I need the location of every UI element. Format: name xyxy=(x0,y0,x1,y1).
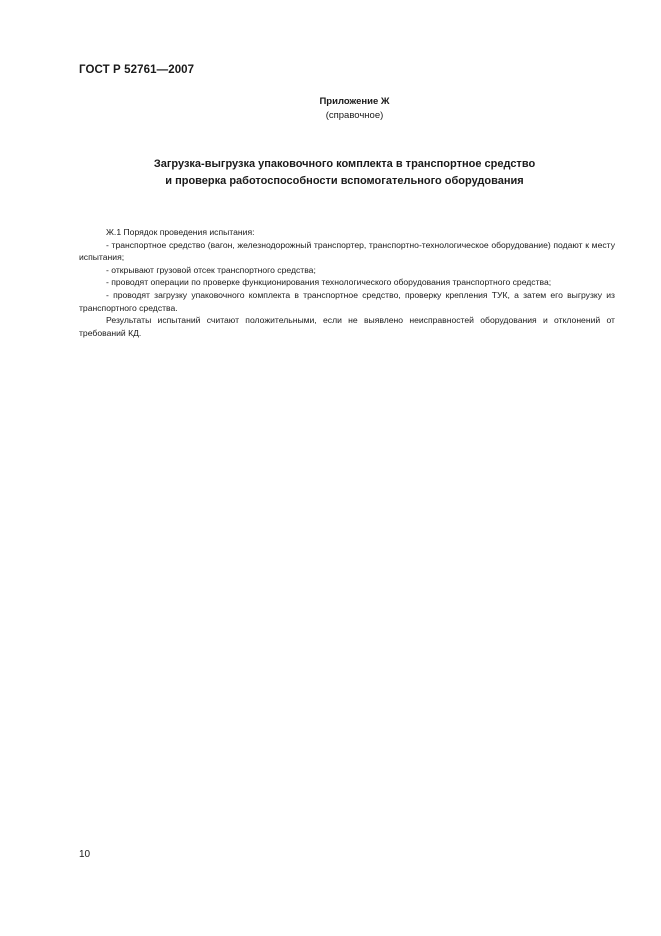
paragraph-step-open: - открывают грузовой отсек транспортного средства; xyxy=(106,264,316,275)
paragraph-results: Результаты испытаний считают положительными, если не выявлено неисправностей оборудования и отклонений от требований КД. xyxy=(79,315,615,338)
heading-line-1: Загрузка-выгрузка упаковочного комплекта в транспортное средство xyxy=(153,158,536,170)
page-number: 10 xyxy=(79,849,91,860)
paragraph-procedure-title: Ж.1 Порядок проведения испытания: xyxy=(106,227,255,237)
heading-line-2: и проверка работоспособности вспомогательного оборудования xyxy=(165,175,524,187)
document-code: ГОСТ Р 52761—2007 xyxy=(79,64,195,76)
paragraph-step-check: - проводят операции по проверке функционирования технологического оборудования транспортного средства; xyxy=(106,277,552,288)
section-heading xyxy=(0,156,661,190)
appendix-title: Приложение Ж xyxy=(319,96,390,107)
paragraph-step-delivery: - транспортное средство (вагон, железнодорожный транспортер, транспортно-технологическое оборудование) подают к месту испытания; xyxy=(79,239,615,263)
appendix-label xyxy=(0,95,661,123)
body-text xyxy=(79,226,615,339)
paragraph-step-load: - проводят загрузку упаковочного комплекта в транспортное средство, проверку крепления ТУК, а затем его выгрузку из транспортного средства. xyxy=(79,289,615,313)
appendix-type: (справочное) xyxy=(325,110,384,121)
